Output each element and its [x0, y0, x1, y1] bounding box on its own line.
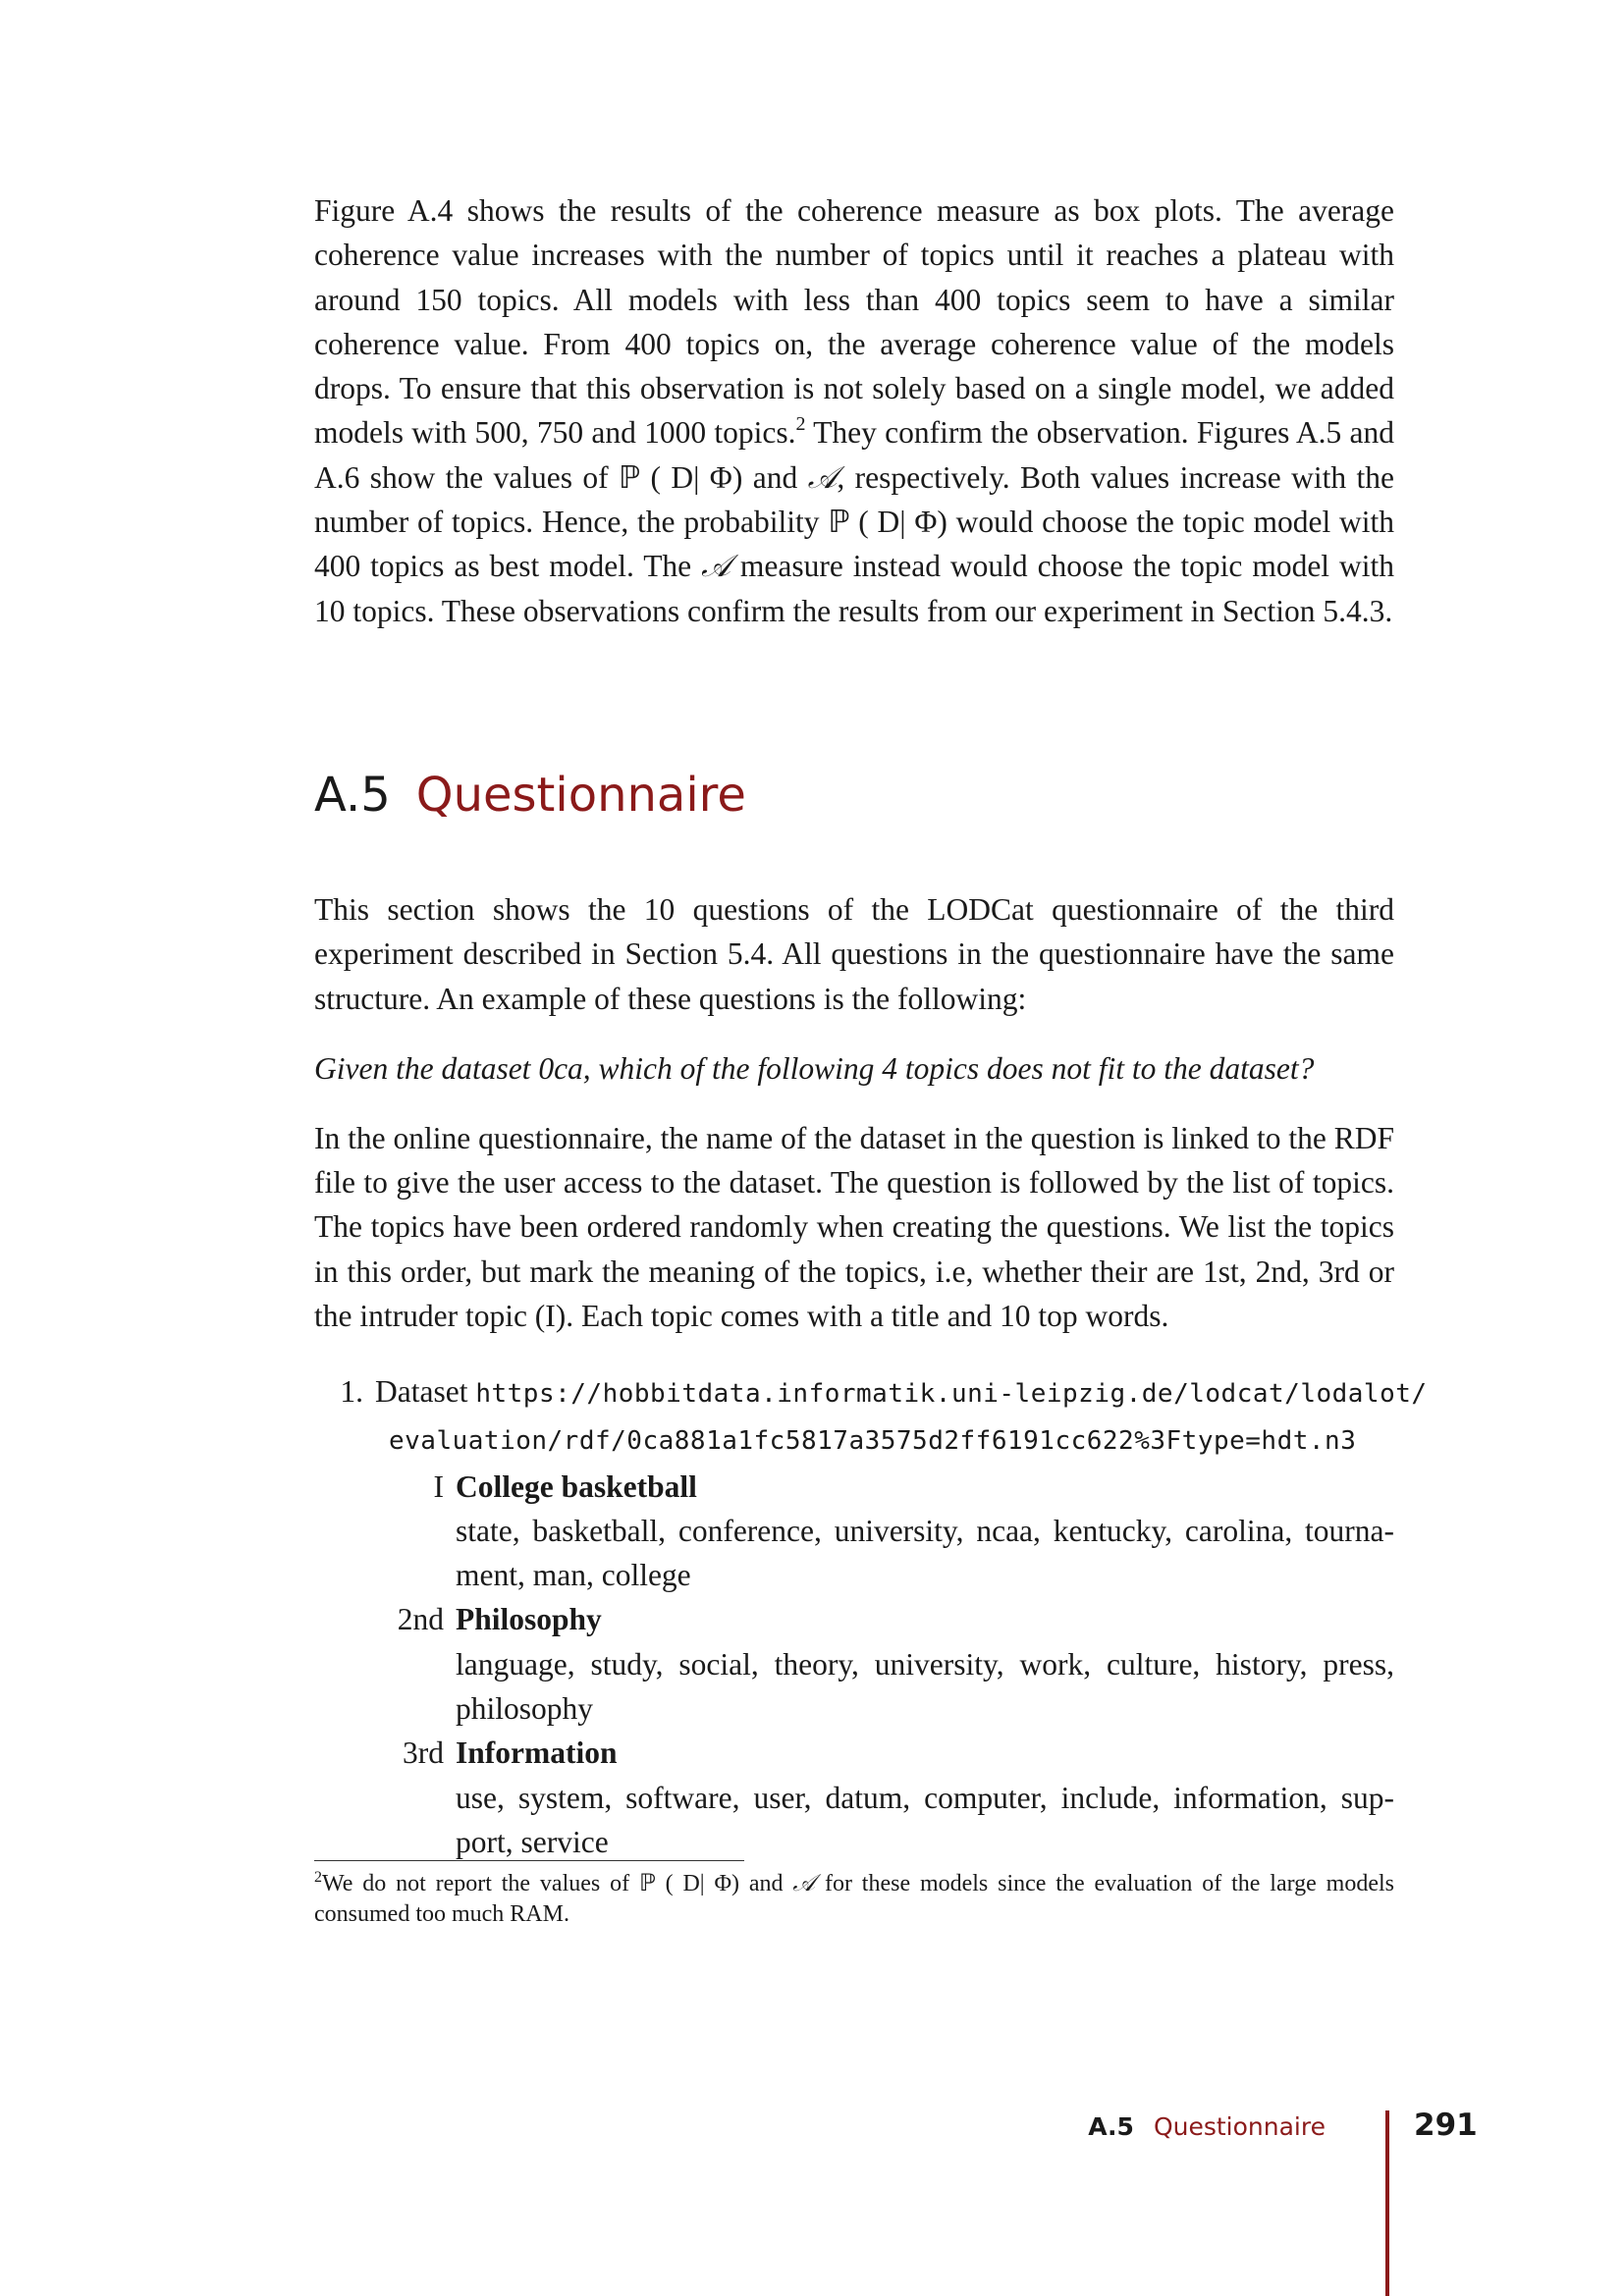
- text-run: for these models since the evaluation of the large models consumed too much RAM.: [314, 1871, 1395, 1927]
- running-head-number: A.5: [1088, 2112, 1134, 2141]
- list-item-number: 1.: [340, 1374, 363, 1409]
- margin-rule: [1385, 2110, 1389, 2296]
- text-run: and: [742, 459, 808, 495]
- text-run: They confirm the observation. Figures A.5 and A.6 show the values of: [314, 415, 1394, 495]
- topic-words: state, basketball, conference, university, ncaa, kentucky, carolina, tourna-ment, man, college: [456, 1513, 1394, 1593]
- dataset-link-line2[interactable]: evaluation/rdf/0ca881a1fc5817a3575d2ff6191cc622%3Ftype=hdt.n3: [389, 1426, 1357, 1457]
- text-run: and: [739, 1871, 793, 1896]
- footnote: [314, 1869, 1394, 1930]
- footnote-marker: 2: [314, 1869, 322, 1886]
- footnote-reference[interactable]: 2: [795, 413, 806, 436]
- math-a-measure: 𝒜: [792, 1871, 816, 1896]
- text-run: We do not report the values of: [322, 1871, 639, 1896]
- topic-entry: [403, 1731, 1394, 1864]
- paragraph-questionnaire-intro: This section shows the 10 questions of the LODCat questionnaire of the third experiment described in Section 5.4. All questions in the questionnaire have the same structure. An example of these questions is the following:: [314, 892, 1394, 1016]
- dataset-link[interactable]: https://hobbitdata.informatik.uni-leipzig.de/lodcat/lodalot/: [475, 1379, 1428, 1409]
- topic-entry: [433, 1465, 1394, 1598]
- text-run: Figure A.4 shows the results of the coherence measure as box plots. The average coherence value increases with the number of topics until it reaches a plateau with around 150 topics. All models with less than 400 topics seem to have a similar coherence value. From 400 topics on, the average coherence value of the models drops. To ensure that this observation is not solely based on a single model, we added models with 500, 750 and 1000 topics.: [314, 193, 1394, 451]
- dataset-link-continued[interactable]: [314, 1416, 1453, 1464]
- text-run: would choose the topic model with 400 topics as best model. The: [314, 505, 1394, 584]
- list-item-header: [314, 1369, 1453, 1416]
- body-text-questionnaire: [314, 887, 1394, 1338]
- paragraph-coherence-results: [314, 188, 1394, 633]
- topic-words: language, study, social, theory, university, work, culture, history, press, philosophy: [456, 1646, 1394, 1727]
- running-head-title: Questionnaire: [1153, 2112, 1326, 2141]
- text-run: , respectively. Both values increase with the number of topics. Hence, the probability: [314, 459, 1395, 540]
- running-head: [1088, 2110, 1326, 2144]
- math-probability: ℙ ( D| Φ): [619, 459, 743, 495]
- topic-entry: [397, 1597, 1394, 1731]
- section-title: Questionnaire: [415, 768, 746, 823]
- paragraph-questionnaire-details: In the online questionnaire, the name of the dataset in the question is linked to the RDF file to give the user access to the dataset. The question is followed by the list of topics. The topics have been ordered randomly when creating the questions. We list the topics in this order, but mark the meaning of the topics, i.e, whether their are 1st, 2nd, 3rd or the intruder topic (I). Each topic comes with a title and 10 top words.: [314, 1120, 1394, 1334]
- math-probability: ℙ ( D| Φ): [828, 505, 947, 540]
- topic-words: use, system, software, user, datum, computer, include, information, sup-port, service: [456, 1780, 1394, 1859]
- section-heading: [314, 768, 746, 823]
- text-run: measure instead would choose the topic model with 10 topics. These observations confirm the results from our experiment in Section 5.4.3.: [314, 549, 1394, 628]
- example-question: Given the dataset 0ca, which of the following 4 topics does not fit to the dataset?: [314, 1050, 1315, 1086]
- math-a-measure: 𝒜: [701, 549, 731, 584]
- section-number: A.5: [314, 768, 391, 823]
- dataset-label: Dataset: [375, 1374, 468, 1409]
- topic-label: 3rd: [403, 1735, 444, 1771]
- math-a-measure: 𝒜: [807, 459, 838, 495]
- topic-title: College basketball: [456, 1468, 697, 1504]
- topic-label: 2nd: [397, 1602, 444, 1637]
- question-list: [314, 1369, 1453, 1864]
- page-number: 291: [1414, 2108, 1478, 2143]
- topic-label: I: [433, 1468, 444, 1504]
- math-probability: ℙ ( D| Φ): [638, 1871, 740, 1896]
- footnote-rule: [314, 1860, 744, 1861]
- topic-title: Philosophy: [456, 1602, 602, 1637]
- topic-title: Information: [456, 1735, 618, 1771]
- body-text-top: [314, 188, 1394, 633]
